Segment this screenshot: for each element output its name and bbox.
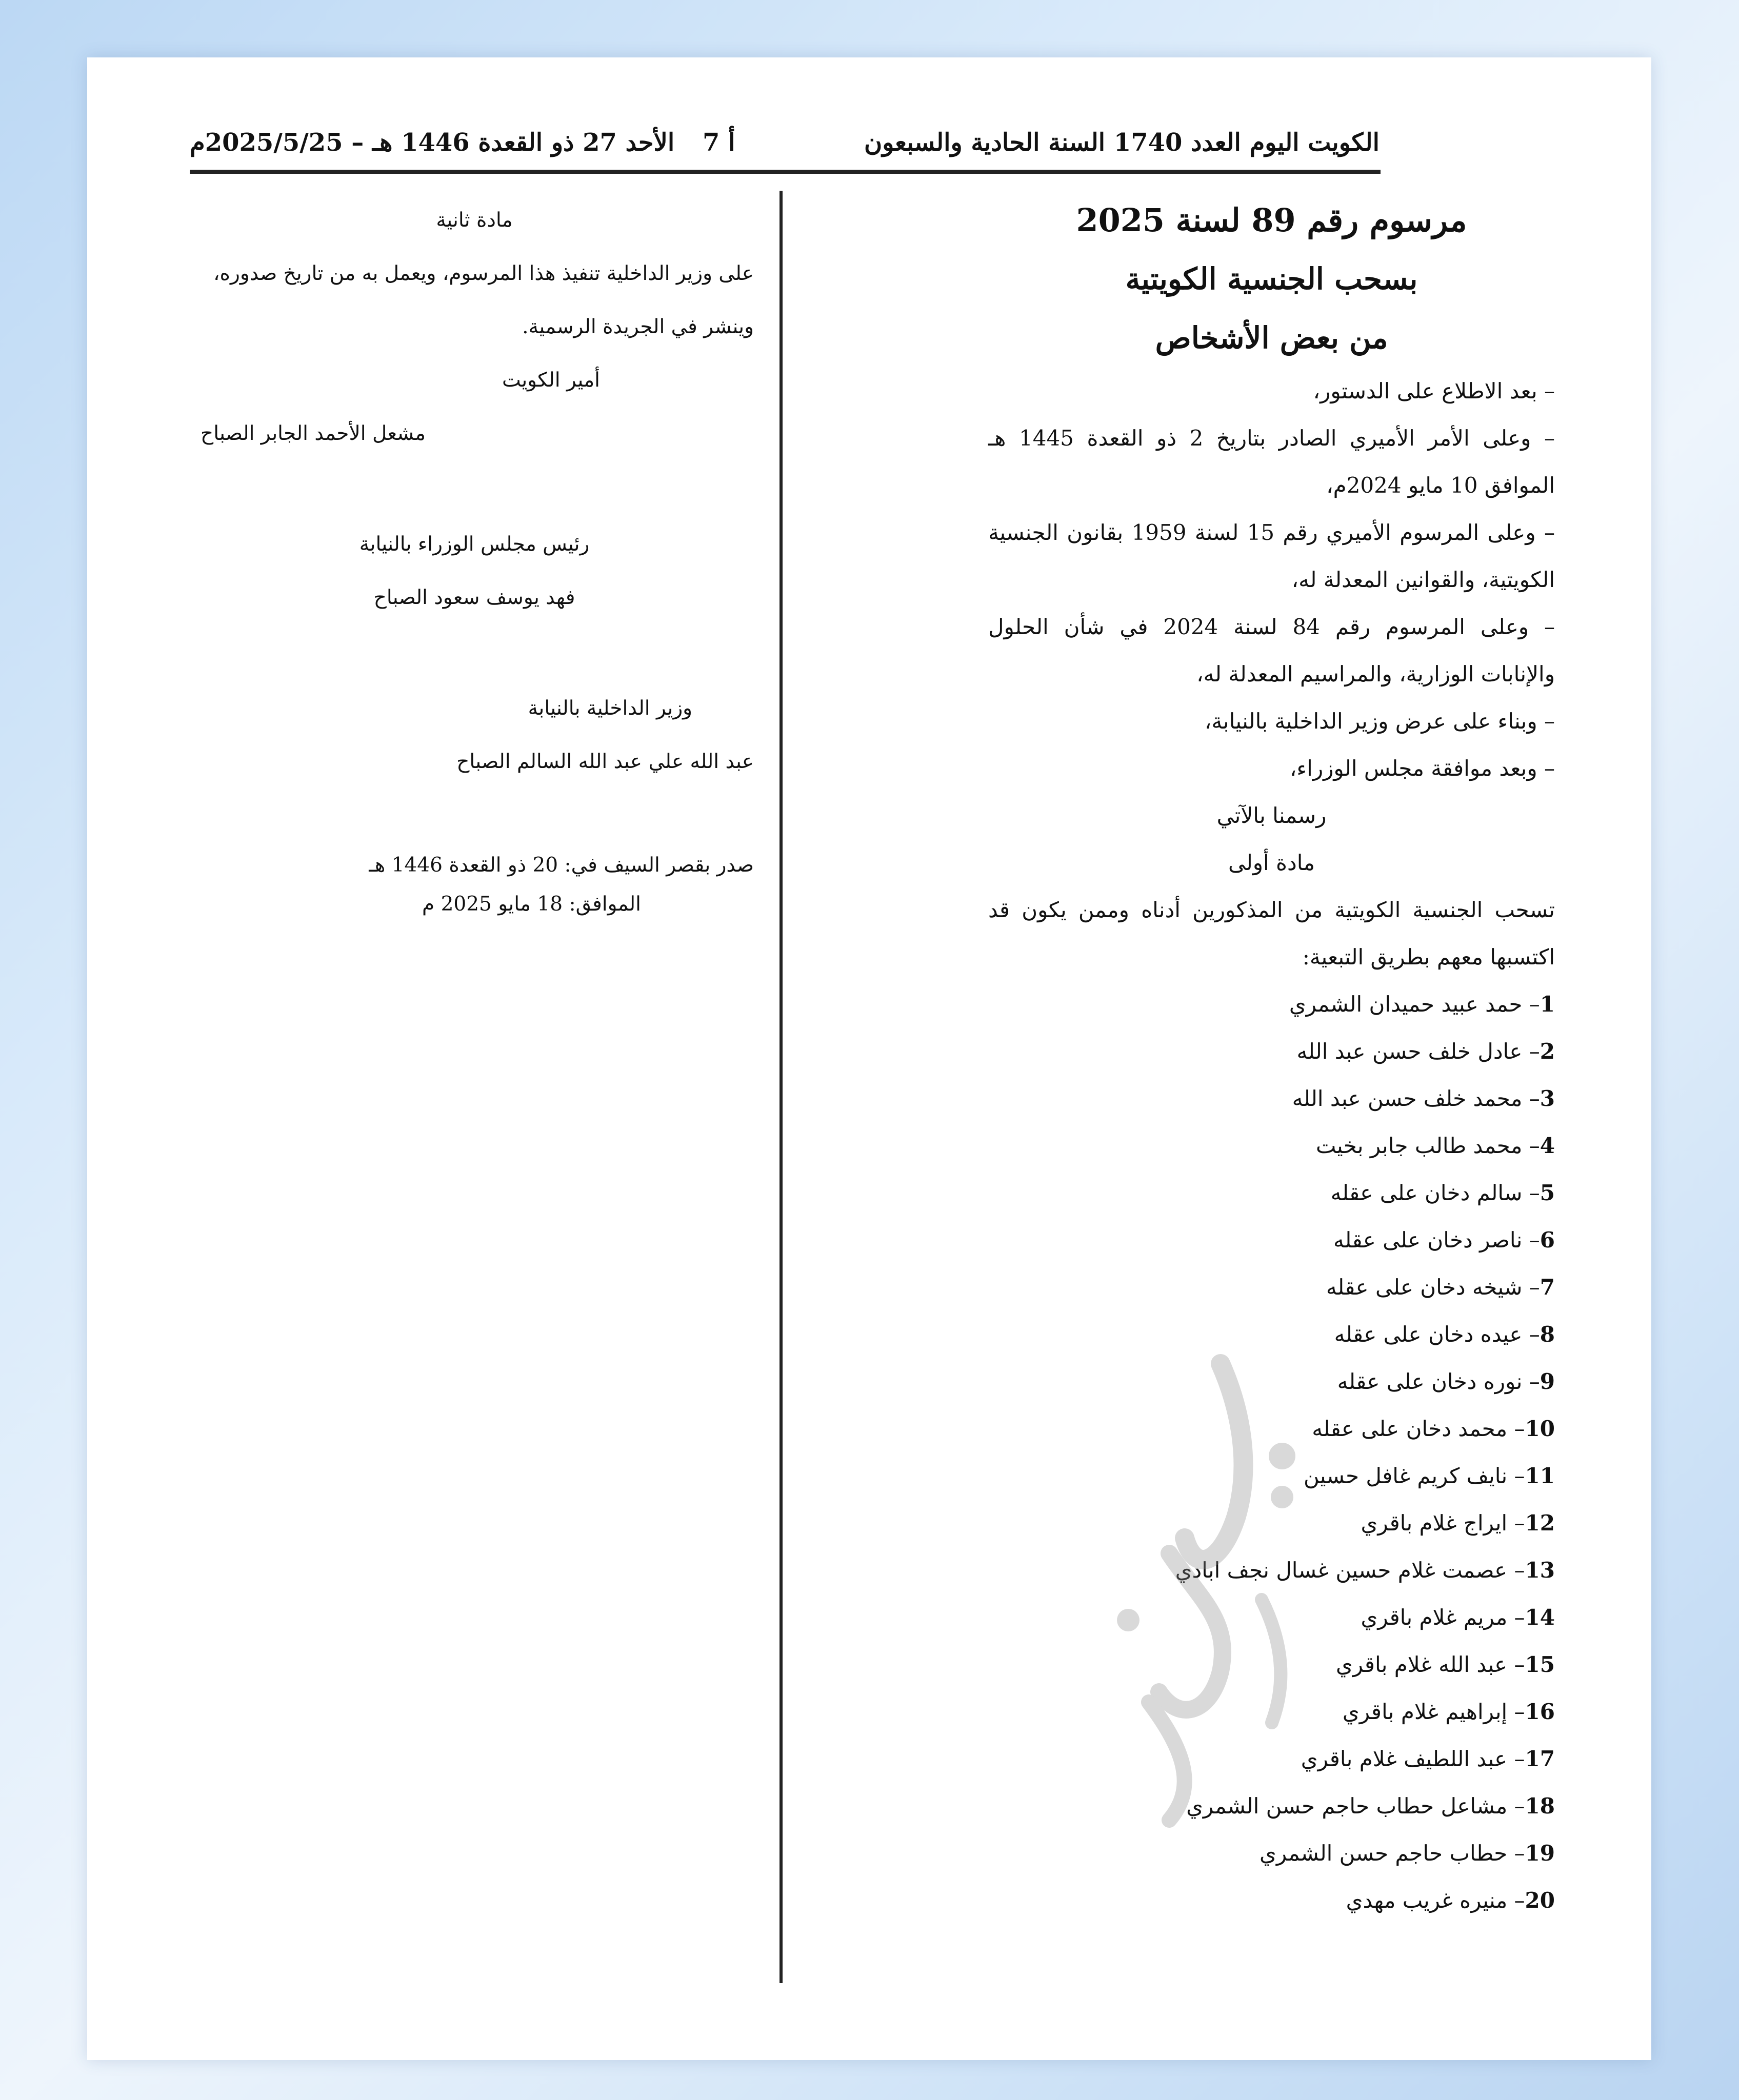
list-item: 20– منيره غريب مهدي [1346,1888,1555,1913]
page-header [190,128,1380,164]
list-item: 14– مريم غلام باقري [1361,1605,1555,1630]
issue-gregorian-date: الموافق: 18 مايو 2025 م [422,893,641,916]
decreed-statement: رسمنا بالآتي [1216,803,1327,828]
article-2-title: مادة ثانية [436,209,513,232]
decree-subtitle: بسحب الجنسية الكويتية [1125,261,1418,296]
decree-subtitle-2: من بعض الأشخاص [1155,320,1388,355]
header-rule [190,170,1381,174]
list-item: 13– عصمت غلام حسين غسال نجف ابادي [1175,1558,1555,1583]
header-issue-info: الكويت اليوم العدد 1740 السنة الحادية والسبعون [864,128,1380,157]
interior-minister-name: عبد الله علي عبد الله السالم الصباح [456,750,754,773]
decree-title: مرسوم رقم 89 لسنة 2025 [1076,201,1467,239]
preamble-clause: – بعد الاطلاع على الدستور، [1313,378,1555,403]
preamble-clause: – وبعد موافقة مجلس الوزراء، [1289,756,1555,781]
article-1-title: مادة أولى [1228,850,1315,875]
issue-place-date: صدر بقصر السيف في: 20 ذو القعدة 1446 هـ [369,854,754,877]
header-date: الأحد 27 ذو القعدة 1446 هـ – 2025/5/25م [190,128,675,157]
article-2-text: على وزير الداخلية تنفيذ هذا المرسوم، ويعمل به من تاريخ صدوره، [213,262,754,285]
list-item: 5– سالم دخان على عقله [1330,1180,1555,1205]
names-list [988,981,1555,1924]
emir-name: مشعل الأحمد الجابر الصباح [201,422,426,445]
list-item: 9– نوره دخان على عقله [1337,1369,1555,1394]
list-item: 18– مشاعل حطاب حاجم حسن الشمري [1186,1793,1555,1819]
list-item: 17– عبد اللطيف غلام باقري [1301,1746,1555,1771]
list-item: 7– شيخه دخان على عقله [1326,1275,1555,1300]
list-item: 6– ناصر دخان على عقله [1333,1227,1555,1253]
list-item: 10– محمد دخان على عقله [1312,1416,1555,1441]
list-item: 2– عادل خلف حسن عبد الله [1296,1039,1555,1064]
list-item: 11– نايف كريم غافل حسين [1303,1463,1555,1488]
list-item: 16– إبراهيم غلام باقري [1342,1699,1555,1724]
pm-name: فهد يوسف سعود الصباح [373,586,575,609]
decree-column [988,191,1555,1924]
emir-title: أمير الكويت [502,369,600,392]
column-divider [779,191,783,1983]
article-1-text: تسحب الجنسية الكويتية من المذكورين أدناه وممن يكون قد اكتسبها معهم بطريق التبعية: [988,897,1555,970]
list-item: 12– ايراج غلام باقري [1361,1510,1555,1536]
list-item: 3– محمد خلف حسن عبد الله [1292,1086,1555,1111]
interior-minister-title: وزير الداخلية بالنيابة [528,697,692,720]
article-2-text-cont: وينشر في الجريدة الرسمية. [522,315,754,338]
preamble-clause: – وبناء على عرض وزير الداخلية بالنيابة، [1204,709,1555,734]
list-item: 8– عيده دخان على عقله [1334,1322,1555,1347]
preamble-clause: – وعلى الأمر الأميري الصادر بتاريخ 2 ذو القعدة 1445 هـ الموافق 10 مايو 2024م، [988,426,1555,498]
signatures-column [195,194,754,924]
header-page-number: أ 7 [703,128,735,157]
preamble-clause: – وعلى المرسوم الأميري رقم 15 لسنة 1959 بقانون الجنسية الكويتية، والقوانين المعدلة له، [988,520,1555,592]
list-item: 4– محمد طالب جابر بخيت [1315,1133,1555,1158]
preamble-clause: – وعلى المرسوم رقم 84 لسنة 2024 في شأن الحلول والإنابات الوزارية، والمراسيم المعدلة له، [988,614,1555,686]
list-item: 15– عبد الله غلام باقري [1335,1652,1555,1677]
list-item: 19– حطاب حاجم حسن الشمري [1260,1841,1555,1866]
list-item: 1– حمد عبيد حميدان الشمري [1289,992,1555,1017]
pm-title: رئيس مجلس الوزراء بالنيابة [359,533,590,556]
